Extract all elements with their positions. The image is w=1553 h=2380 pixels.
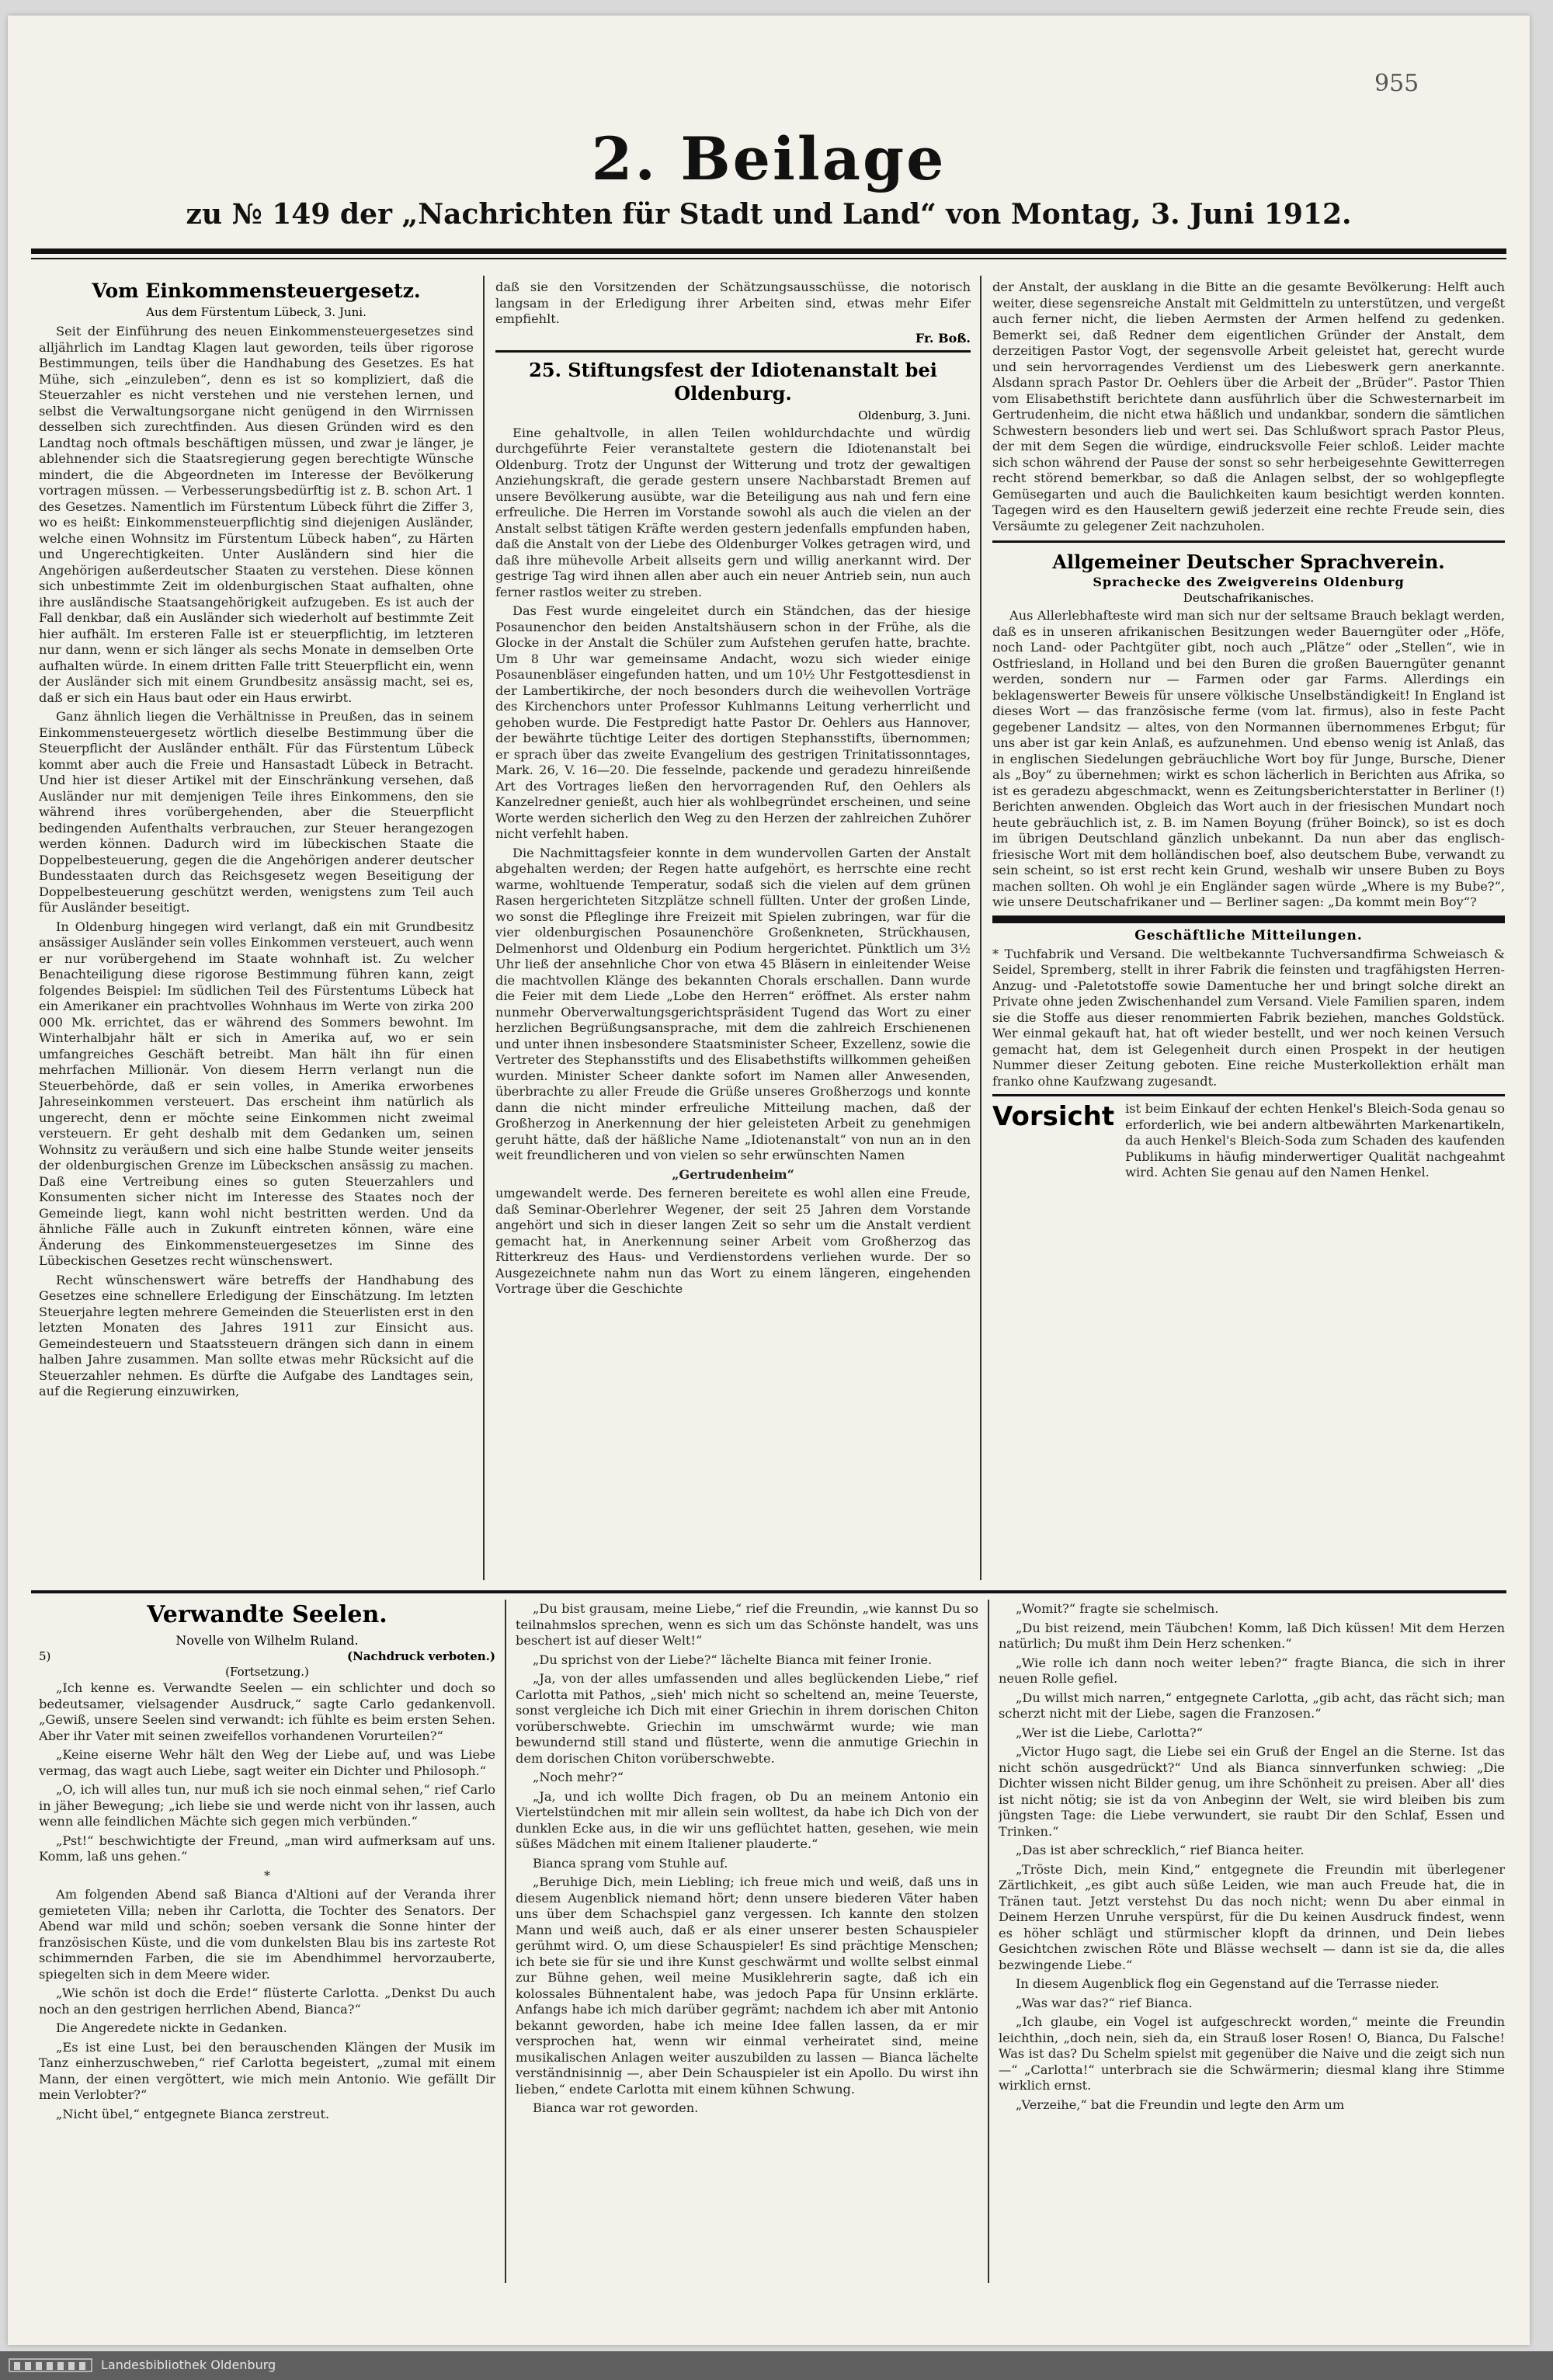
column-rule [483, 276, 485, 1580]
feuilleton-headline: Verwandte Seelen. [147, 1601, 387, 1628]
article-topic: Deutschafrikanisches. [1183, 591, 1315, 605]
masthead-title: 2. Beilage [591, 124, 947, 193]
right-column [992, 280, 1505, 1580]
column-rule [988, 1600, 989, 2283]
paragraph: „Womit?“ fragte sie schelmisch. [1016, 1601, 1219, 1616]
paragraph: „Was war das?“ rief Bianca. [1016, 1995, 1193, 2010]
paragraph: Seit der Einführung des neuen Einkommensteuergesetzes sind alljährlich im Landtag Klagen laut geworden, teils über rigorose Bestimmungen, teils über die Handhabung des Gesetzes. Es hat Mühe, sich „einzuleben“, denn es ist so kompliziert, daß die Steuerzahler es nicht verstehen und nie verstehen lernen, und selbst die Verwaltungsorgane nicht genügend in den Wirrnissen desselben sich zurechtfinden. Aus diesen Gründen wird es den Landtag noch oftmals beschäftigen müssen, und zwar je länger, je ablehnender sich die Staatsregierung gegen berechtigte Wünsche mindert, die die Abgeordneten im Interesse der Bevölkerung vortragen müssen. — Verbesserungsbedürftig ist z. B. schon Art. 1 des Gesetzes. Namentlich im Fürstentum Lübeck führt die Ziffer 3, wo es heißt: Einkommensteuerpflichtig sind diejenigen Ausländer, welche einen Wohnsitz im Fürstentum Lübeck haben“, zu Härten und Ungerechtigkeiten. Unter Ausländern sind hier die Angehörigen außerdeutscher Staaten zu verstehen. Diese können sich unbestimmte Zeit im oldenburgischen Staat aufhalten, ohne ihre ausländische Staatsangehörigkeit aufzugeben. Es ist auch der Fall denkbar, daß ein Ausländer sich wiederholt auf bestimmte Zeit hier aufhält. Im ersteren Falle ist er steuerpflichtig, im letzteren nur dann, wenn er sich länger als sechs Monate in demselben Orte aufhalten würde. In einem dritten Falle tritt Steuerpflicht ein, wenn der Ausländer sich mit einem Grundbesitz ansässig macht, sei es, daß er sich ein Haus baut oder ein Haus erwirbt. [39, 324, 474, 705]
article-headline: Allgemeiner Deutscher Sprachverein. [1052, 551, 1445, 573]
article-dateline: Oldenburg, 3. Juni. [858, 408, 971, 422]
feuilleton-column-1 [39, 1601, 495, 2284]
paragraph: Recht wünschenswert wäre betreffs der Handhabung des Gesetzes eine schnellere Erledigung der Einschätzung. Im letzten Steuerjahre legten mehrere Gemeinden die Steuerlisten erst in den letzten Monaten des Jahres 1911 zur Einsicht aus. Gemeindesteuern und Staatssteuern drängen sich dann in einem halben Jahre zusammen. Man sollte etwas mehr Rücksicht auf die Steuerzahler nehmen. Es dürfte die Aufgabe des Landtages sein, auf die Regierung einzuwirken, [39, 1272, 474, 1398]
paragraph: * Tuchfabrik und Versand. Die weltbekannte Tuchversandfirma Schweiasch & Seidel, Spremberg, stellt in ihrer Fabrik die feinsten und tragfähigsten Herren-Anzug- und -Paletotstoffe sowie Damentuche her und bringt solche direkt an Private ohne jeden Zwischenhandel zum Versand. Viele Familien sparen, indem sie die Stoffe aus dieser renommierten Fabrik beziehen, manches Goldstück. Wer einmal gekauft hat, hat oft wieder bestellt, und wer noch keinen Versuch gemacht hat, dem ist Gelegenheit durch einen Prospekt in der heutigen Nummer dieser Zeitung geboten. Eine reiche Musterkollektion erhält man franko ohne Kaufzwang zugesandt. [992, 946, 1505, 1089]
paragraph: Bianca war rot geworden. [533, 2100, 699, 2115]
article-income-tax [39, 280, 474, 1580]
divider [495, 350, 971, 353]
paragraph: „Beruhige Dich, mein Liebling; ich freue mich und weiß, daß uns in diesem Augenblick niemand hört; denn unsere biederen Väter haben uns über dem Schachspiel ganz vergessen. Ich kannte den stolzen Mann und weiß auch, daß er als einer unserer besten Schauspieler gerühmt wird. O, um diese Schauspieler! Es sind prächtige Menschen; ich bete sie für sie und ihre Kunst geschwärmt und wollte selbst einmal zur Bühne gehen, weil meine Musiklehrerin sagte, daß ich ein kolossales Bühnentalent habe, was jedoch Papa für Unsinn erklärte. Anfangs habe ich mich darüber gegrämt; nachdem ich aber mit Antonio bekannt geworden, habe ich meine Idee fallen lassen, da er mir versprochen hat, wenn wir einmal verheiratet sind, meine musikalischen Anlagen weiter auszubilden zu lassen — Bianca lächelte verständnisinnig —, aber Dein Schauspieler ist ein Apollo. Du wirst ihn lieben,“ endete Carlotta mit einem kühnen Schwung. [516, 1874, 978, 2097]
article-headline: Geschäftliche Mitteilungen. [1134, 927, 1363, 943]
paragraph: „Du bist reizend, mein Täubchen! Komm, laß Dich küssen! Mit dem Herzen natürlich; Du mußt ihm Dein Herz schenken.“ [999, 1620, 1505, 1651]
paragraph: „Ich glaube, ein Vogel ist aufgeschreckt worden,“ meinte die Freundin leichthin, „doch nein, sieh da, ein Strauß loser Rosen! O, Bianca, Du Falsche! Was ist das? Du Schelm spielst mit gegenüber die Naive und die zeigt sich nun —“ „Carlotta!“ unterbrach sie die Schwärmerin; diesmal klang ihre Stimme wirklich ernst. [999, 2014, 1505, 2093]
paragraph: Das Fest wurde eingeleitet durch ein Ständchen, das der hiesige Posaunenchor den beiden Anstaltshäusern schon in der Frühe, als die Glocke in der Anstalt die Schüler zum Aufstehen gerufen hatte, brachte. Um 8 Uhr war gemeinsame Andacht, wozu sich wieder einige Posaunenbläser eingefunden hatten, und um 10½ Uhr Festgottesdienst in der Lambertikirche, der noch besonders durch die weihevollen Vorträge des Kirchenchors unter Professor Kuhlmanns Leitung verherrlicht und gehoben wurde. Die Festpredigt hatte Pastor Dr. Oehlers aus Hannover, der bewährte tüchtige Leiter des dortigen Stephansstifts, übernommen; er sprach über das zweite Evangelium des gestrigen Trinitatissonntages, Mark. 26, V. 16—20. Die fesselnde, packende und geradezu hinreißende Art des Vortrages ließen den hervorragenden Ruf, den Oehlers als Kanzelredner genießt, auch hier als wohlbegründet erscheinen, und seine Worte werden sicherlich den Weg zu den Herzen der zahlreichen Zuhörer nicht verfehlt haben. [495, 603, 971, 841]
paragraph: „Du sprichst von der Liebe?“ lächelte Bianca mit feiner Ironie. [533, 1652, 933, 1667]
paragraph: Bianca sprang vom Stuhle auf. [533, 1855, 728, 1871]
paragraph: daß sie den Vorsitzenden der Schätzungsausschüsse, die notorisch langsam in der Erledigung ihrer Arbeiten sind, etwas mehr Eifer empfiehlt. [495, 280, 971, 326]
paragraph: Aus Allerlebhafteste wird man sich nur der seltsame Brauch beklagt werden, daß es in unseren afrikanischen Besitzungen weder Bauerngüter oder „Höfe, noch Land- oder Pachtgüter gibt, noch auch „Plätze“ oder „Stellen“, wie in Ostfriesland, in Holland und bei den Buren die großen Bauerngüter genannt werden, sondern nur — Farmen oder gar Farms. Allerdings ein beklagenswerter Beweis für unsere völkische Unselbständigkeit! In England ist dieses Wort — das französische ferme (vom lat. firmus), also in feste Pacht gegebener Landsitz — altes, von den Normannen übernommenes Erbgut; für uns aber ist gar kein Anlaß, es aufzunehmen. Und ebenso wenig ist Anlaß, das in englischen Siedelungen gebräuchliche Wort boy für Junge, Bursche, Diener als „Boy“ zu übernehmen; wirkt es schon lächerlich in Berichten aus Afrika, so ist es geradezu abgeschmackt, wenn es Zeitungsberichterstatter in Berliner (!) Berichten anwenden. Obgleich das Wort auch in der friesischen Mundart noch heute gebräuchlich ist, z. B. im Namen Boyung (früher Boinck), so ist es doch im übrigen Deutschland gänzlich unbekannt. Da nun aber das englisch-friesische Wort mit dem holländischen boef, also deutschem Bube, verwandt zu sein scheint, so ist erst recht kein Grund, weshalb wir unsere Buben zu Boys machen sollten. Oh wohl je ein Engländer sagen würde „Where is my Bube?“, wie unsere Deutschafrikaner und — Berliner sagen: „Da kommt mein Boy“? [992, 608, 1505, 909]
masthead-rule [31, 248, 1506, 254]
feuilleton-column-3 [999, 1601, 1505, 2284]
article-signature: Fr. Boß. [915, 330, 971, 346]
paragraph: der Anstalt, der ausklang in die Bitte an die gesamte Bevölkerung: Helft auch weiter, diese segensreiche Anstalt mit Geldmitteln zu unterstützen, und vergeßt auch ferner nicht, die lieben Aermsten der Armen helfend zu gedenken. Bemerkt sei, daß Redner dem eigentlichen Gründer der Anstalt, dem derzeitigen Pastor Vogt, der segensvolle Arbeit geleistet hat, gerecht wurde und sein hervorragendes Verdienst um des Liebeswerk gern anerkannte. Alsdann sprach Pastor Dr. Oehlers über die Arbeit der „Brüder“. Pastor Thien vom Elisabethstift berichtete dann ausführlich über die Schwesternarbeit im Gertrudenheim, die nicht etwa häßlich und undankbar, sondern die sämtlichen Schwestern besonders lieb und wert sei. Das Schlußwort sprach Pastor Pleus, der mit dem Segen die würdige, eindrucksvolle Feier schloß. Leider machte sich schon während der Pause der sonst so sehr herbeigesehnte Gewitterregen recht störend bemerkbar, so daß die Anlagen selbst, der so wohlgepflegte Gemüsegarten und auch die Baulichkeiten kaum besichtigt werden konnten. Tagegen wird es den Hauseltern gewiß jederzeit eine rechte Freude sein, dies Versäumte zu gelegener Zeit nachzuholen. [992, 280, 1505, 533]
divider [992, 916, 1505, 923]
paragraph: „Wie schön ist doch die Erde!“ flüsterte Carlotta. „Denkst Du auch noch an den gestrigen herrlichen Abend, Bianca?“ [39, 1986, 495, 2017]
ad-headline: Vorsicht [992, 1101, 1115, 1132]
article-subhead: Sprachecke des Zweigvereins Oldenburg [1093, 575, 1405, 589]
section-break: * [263, 1868, 271, 1883]
new-name: „Gertrudenheim“ [672, 1166, 794, 1182]
feuilleton-notice: (Nachdruck verboten.) [347, 1649, 495, 1663]
section-rule [31, 1590, 1506, 1593]
feuilleton-column-2 [516, 1601, 978, 2284]
page-number: 955 [1374, 70, 1419, 97]
library-footer [0, 2351, 1553, 2380]
paragraph: Die Nachmittagsfeier konnte in dem wundervollen Garten der Anstalt abgehalten werden; der Regen hatte aufgehört, es herrschte eine recht warme, wohltuende Temperatur, sodaß sich die vielen auf dem grünen Rasen hergerichteten Sitzplätze schnell füllten. Unter der großen Linde, wo sonst die Pfleglinge ihre Freizeit mit Spielen zubringen, war für die vier oldenburgischen Posaunenchöre Großenkneten, Strückhausen, Delmenhorst und Oldenburg ein Podium hergerichtet. Pünktlich um 3½ Uhr ließ der ansehnliche Chor von etwa 45 Bläsern in einleitender Weise die machtvollen Klänge des bekannten Chorals erschallen. Dann wurde die Feier mit dem Liede „Lobe den Herren“ eröffnet. Als erster nahm nunmehr Oberverwaltungsgerichtspräsident Tugend das Wort zu einer herzlichen Begrüßungsansprache, mit dem die zahlreich Erschienenen und unter ihnen insbesondere Staatsminister Scheer, Exzellenz, sowie die Vertreter des Stephansstifts und des Elisabethstifts willkommen geheißen wurden. Minister Scheer dankte sofort im Namen aller Anwesenden, überbrachte zu aller Freude die Grüße unseres Großherzogs und konnte dann die nicht minder erfreuliche Mitteilung machen, daß der Großherzog in Anerkennung der hier geleisteten Arbeit zu genehmigen geruht hätte, daß der häßliche Name „Idiotenanstalt“ von nun an in den weit freundlicheren und von vielen so sehr erwünschten Namen [495, 845, 971, 1162]
library-name: Landesbibliothek Oldenburg [101, 2357, 276, 2372]
ad-text: ist beim Einkauf der echten Henkel's Bleich-Soda genau so erforderlich, wie bei andern altbewährten Markenartikeln, da auch Henkel's Bleich-Soda zum Schaden des kaufenden Publikums in häufig minderwertiger Qualität nachgeahmt wird. Achten Sie genau auf den Namen Henkel. [1125, 1101, 1505, 1180]
article-dateline: Aus dem Fürstentum Lübeck, 3. Juni. [146, 305, 367, 319]
paragraph: „Du willst mich narren,“ entgegnete Carlotta, „gib acht, das rächt sich; man scherzt nicht mit der Liebe, sagen die Franzosen.“ [999, 1690, 1505, 1721]
article-headline: 25. Stiftungsfest der Idiotenanstalt bei Oldenburg. [529, 358, 937, 405]
paragraph: „Du bist grausam, meine Liebe,“ rief die Freundin, „wie kannst Du so teilnahmslos sprechen, wenn es sich um das Schönste handelt, was uns beschert ist auf dieser Welt!“ [516, 1601, 978, 1648]
paragraph: „Ja, von der alles umfassenden und alles beglückenden Liebe,“ rief Carlotta mit Pathos, „sieh' mich nicht so scheltend an, meine Teuerste, sonst vergleiche ich Dich mit einer Griechin in ihrem dorischen Chiton vorüberschwebte. Griechin im umschwärmt wurde; wie man bewundernd still stand und flüsterte, wenn die anmutige Griechin in dem dorischen Chiton vorüberschwebte. [516, 1671, 978, 1766]
divider [992, 540, 1505, 543]
paragraph: Die Angeredete nickte in Gedanken. [56, 2020, 287, 2035]
advertisement [992, 1101, 1505, 1181]
feuilleton-byline: Novelle von Wilhelm Ruland. [175, 1633, 359, 1648]
paragraph: „Ja, und ich wollte Dich fragen, ob Du an meinem Antonio ein Viertelstündchen mit mir allein sein wolltest, da habe ich Dich von der dunklen Ecke aus, in die wir uns geflüchtet hatten, gesehen, wie mein süßes Mädchen mit einem Italiener plauderte.“ [516, 1788, 978, 1851]
paragraph: In Oldenburg hingegen wird verlangt, daß ein mit Grundbesitz ansässiger Ausländer sein volles Einkommen versteuert, auch wenn er nur vorübergehend im Staate wohnhaft ist. Zu welcher Benachteiligung diese rigorose Bestimmung führen kann, zeigt folgendes Beispiel: Im südlichen Teil des Fürstentums Lübeck hat ein Amerikaner ein prachtvolles Wohnhaus im Werte von zirka 200 000 Mk. errichtet, das er während des Sommers bewohnt. Im Winterhalbjahr hält er sich in Amerika auf, wo er sein umfangreiches Geschäft betreibt. Man hält ihn für einen mehrfachen Millionär. Von diesem Herrn verlangt nun die Steuerbehörde, daß er sein volles, in Amerika erworbenes Jahreseinkommen versteuert. Das erscheint ihm natürlich als ungerecht, denn er möchte seine Einkommen nicht zweimal versteuern. Er geht deshalb mit dem Gedanken um, seinen Wohnsitz zu veräußern und sich eine halbe Stunde weiter jenseits der oldenburgischen Grenze im Lübeckschen ansässig zu machen. Daß eine Vertreibung eines so guten Steuerzahlers und Konsumenten sicher nicht im Interesse des Staates noch der Gemeinde liegt, kann wohl nicht bestritten werden. Und da ähnliche Fälle auch in Zukunft eintreten können, wäre eine Änderung des Einkommensteuergesetzes im Sinne des Lübeckischen Gesetzes recht wünschenswert. [39, 919, 474, 1268]
feuilleton-instalment: 5) [39, 1649, 51, 1663]
paragraph: „Keine eiserne Wehr hält den Weg der Liebe auf, und was Liebe vermag, das wagt auch Liebe, sagt weiter ein Dichter und Philosoph.“ [39, 1747, 495, 1778]
paragraph: Ganz ähnlich liegen die Verhältnisse in Preußen, das in seinem Einkommensteuergesetz wörtlich dieselbe Bestimmung über die Steuerpflicht der Ausländer enthält. Für das Fürstentum Lübeck kommt aber auch die Freie und Hansastadt Lübeck in Betracht. Und hier ist dieser Artikel mit der Einschränkung versehen, daß Ausländer nur mit demjenigen Teile ihres Einkommens, den sie während ihres vorübergehenden, aber die Steuerpflicht bedingenden Aufenthalts verbrauchen, zur Steuer herangezogen werden können. Dadurch wird im lübeckischen Staate die Doppelbesteuerung, gegen die die Angehörigen anderer deutscher Bundesstaaten durch das Reichsgesetz wegen Beseitigung der Doppelbesteuerung geschützt werden, wenigstens zum Teil auch für Ausländer beseitigt. [39, 709, 474, 915]
paragraph: „Tröste Dich, mein Kind,“ entgegnete die Freundin mit überlegener Zärtlichkeit, „es gibt auch süße Leiden, wie man auch Freude hat, die in Tränen taut. Jetzt verstehst Du das noch nicht; wenn Du aber einmal in Deinem Herzen Unruhe verspürst, für die Du keinen Ausdruck findest, wenn es höher schlägt und stürmischer klopft da drinnen, und Dein liebes Gesichtchen zwischen Röte und Blässe wechselt — dann ist sie da, die alles bezwingende Liebe.“ [999, 1861, 1505, 1972]
paragraph: „Wer ist die Liebe, Carlotta?“ [1016, 1725, 1204, 1740]
library-logo-icon [8, 2356, 93, 2375]
article-foundation-festival [495, 280, 971, 1580]
paragraph: „Pst!“ beschwichtigte der Freund, „man wird aufmerksam auf uns. Komm, laß uns gehen.“ [39, 1833, 495, 1864]
feuilleton-continuation: (Fortsetzung.) [225, 1665, 309, 1679]
masthead-subtitle: zu № 149 der „Nachrichten für Stadt und Land“ von Montag, 3. Juni 1912. [186, 198, 1352, 231]
paragraph: „Noch mehr?“ [533, 1770, 624, 1784]
paragraph: „Es ist eine Lust, bei den berauschenden Klängen der Musik im Tanz einherzuschweben,“ rief Carlotta begeistert, „zumal mit einem Mann, der einen vergöttert, wie mich mein Antonio. Wie gefällt Dir mein Verlobter?“ [39, 2039, 495, 2102]
paragraph: „Wie rolle ich dann noch weiter leben?“ fragte Bianca, die sich in ihrer neuen Rolle gefiel. [999, 1655, 1505, 1686]
column-rule [505, 1600, 506, 2283]
divider [992, 1094, 1505, 1096]
paragraph: Eine gehaltvolle, in allen Teilen wohldurchdachte und würdig durchgeführte Feier veranstaltete gestern die Idiotenanstalt bei Oldenburg. Trotz der Ungunst der Witterung und trotz der gewaltigen Anziehungskraft, die gerade gestern unsere Nachbarstadt Bremen auf unsere Bevölkerung ausübte, war die Beteiligung aus nah und fern eine erfreuliche. Die Herren im Vorstande sowohl als auch die vielen an der Anstalt selbst tätigen Kräfte werden gestern jedenfalls empfunden haben, daß die Anstalt von der Liebe des Oldenburger Volkes getragen wird, und daß ihre mühevolle Arbeit allseits gern und willig anerkannt wird. Der gestrige Tag wird ihnen allen aber auch ein neuer Antrieb sein, nun auch ferner rastlos weiter zu streben. [495, 425, 971, 599]
paragraph: „Verzeihe,“ bat die Freundin und legte den Arm um [1016, 2097, 1345, 2112]
paragraph: In diesem Augenblick flog ein Gegenstand auf die Terrasse nieder. [1016, 1976, 1440, 1991]
column-rule [980, 276, 981, 1580]
paragraph: „Nicht übel,“ entgegnete Bianca zerstreut. [56, 2106, 330, 2121]
newspaper-page [8, 16, 1530, 2345]
paragraph: „Das ist aber schrecklich,“ rief Bianca heiter. [1016, 1843, 1305, 1857]
paragraph: „Victor Hugo sagt, die Liebe sei ein Gruß der Engel an die Sterne. Ist das nicht schön ausgedrückt?“ Und als Bianca sinnverfunken schwieg: „Die Dichter wissen nicht Bilder genug, um ihre Schönheit zu preisen. Aber all' dies ist nicht nötig; sie ist da von Anbeginn der Welt, sie wird bleiben bis zum jüngsten Tage: die Liebe verwundert, sie raubt Dir den Schlaf, Essen und Trinken.“ [999, 1744, 1505, 1839]
paragraph: Am folgenden Abend saß Bianca d'Altioni auf der Veranda ihrer gemieteten Villa; neben ihr Carlotta, die Tochter des Senators. Der Abend war mild und schön; soeben versank die Sonne hinter der französischen Küste, und die vom dunkelsten Blau bis ins zarteste Rot schimmernden Farben, die sie im Abendhimmel hervorzauberte, spiegelten sich in dem Meere wider. [39, 1887, 495, 1982]
paragraph: umgewandelt werde. Des ferneren bereitete es wohl allen eine Freude, daß Seminar-Oberlehrer Wegener, der seit 25 Jahren dem Vorstande angehört und sich in dieser langen Zeit so sehr um die Anstalt verdient gemacht hat, in Anerkennung seiner Arbeit vom Großherzog das Ritterkreuz des Haus- und Verdienstordens verliehen wurde. Der so Ausgezeichnete nahm nun das Wort zu einem längeren, eingehenden Vortrage über die Geschichte [495, 1186, 971, 1296]
paragraph: „O, ich will alles tun, nur muß ich sie noch einmal sehen,“ rief Carlo in jäher Bewegung; „ich liebe sie und werde nicht von ihr lassen, auch wenn alle feindlichen Mächte sich gegen mich verbünden.“ [39, 1782, 495, 1829]
article-headline: Vom Einkommensteuergesetz. [92, 280, 421, 302]
paragraph: „Ich kenne es. Verwandte Seelen — ein schlichter und doch so bedeutsamer, vielsagender Ausdruck,“ sagte Carlo gedankenvoll. „Gewiß, unsere Seelen sind verwandt: ich fühlte es beim ersten Sehen. Aber ihr Vater mit seinen zweifellos vorhandenen Vorurteilen?“ [39, 1680, 495, 1743]
masthead-rule-thin [31, 258, 1506, 259]
